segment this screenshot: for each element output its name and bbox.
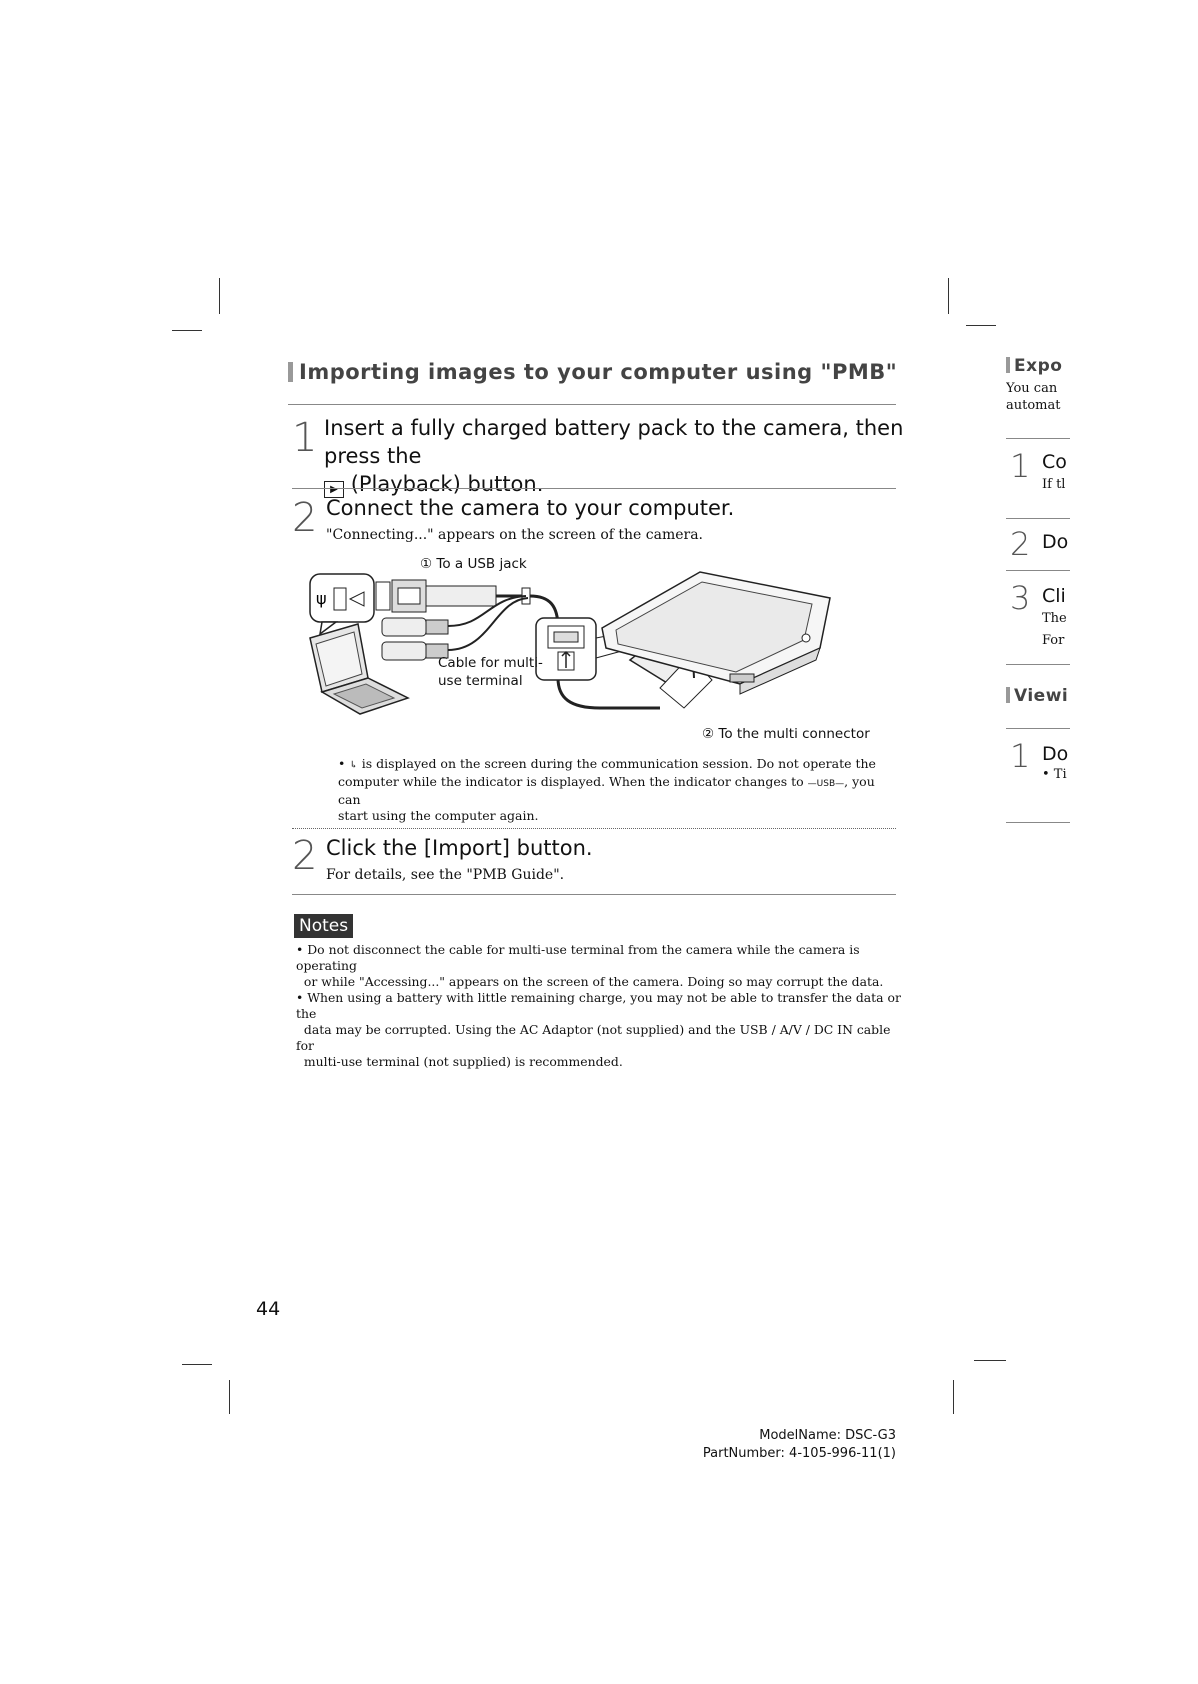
step-text: Connect the camera to your computer. [326, 496, 735, 520]
section-marker [1006, 357, 1010, 373]
cable-label: Cable for multi- use terminal [438, 655, 543, 689]
step-number: 2 [292, 833, 318, 879]
crop-mark [948, 278, 949, 314]
step-text: Insert a fully charged battery pack to the camera, then press the ▶ (Playback) button. [324, 416, 904, 496]
step-subtext: • Ti [1042, 767, 1067, 782]
divider [288, 404, 896, 405]
step-number: 3 [1010, 579, 1031, 617]
next-page-title: Viewi [1006, 686, 1068, 706]
camera-icon [602, 572, 830, 694]
step-number: 2 [292, 495, 318, 541]
footer-part: PartNumber: 4-105-996-11(1) [702, 1446, 896, 1461]
section-title: Importing images to your computer using "PMB" [288, 360, 897, 384]
step-text: Click the [Import] button. [326, 836, 593, 860]
step-subtext: "Connecting..." appears on the screen of the camera. [326, 527, 703, 543]
notes-list [296, 942, 906, 1070]
step-number: 2 [1010, 525, 1031, 563]
divider [1006, 728, 1070, 729]
step-text: Cli [1042, 585, 1066, 607]
step-number: 1 [292, 415, 318, 461]
playback-icon: ▶ [324, 481, 344, 498]
page-number: 44 [256, 1298, 281, 1320]
next-page-column [1006, 356, 1076, 836]
step-number: 1 [1010, 737, 1031, 775]
note-item: • When using a battery with little remaining charge, you may not be able to transfer the data or the data may be corrupted. Using the AC Adaptor (not supplied) and the USB / A/V / DC IN cable for multi-use terminal (not supplied) is recommended. [296, 990, 901, 1069]
next-page-text: You can automat [1006, 381, 1061, 413]
crop-mark [966, 325, 996, 326]
divider [1006, 438, 1070, 439]
divider [1006, 570, 1070, 571]
step-subtext: If tl [1042, 477, 1066, 492]
divider [292, 894, 896, 895]
laptop-icon [310, 624, 408, 714]
multi-connector-label: ② To the multi connector [702, 726, 870, 742]
note-item: • Do not disconnect the cable for multi-use terminal from the camera while the camera is operating or while "Accessing..." appears on the screen of the camera. Doing so may corrupt the data. [296, 942, 884, 989]
step-text: Do [1042, 743, 1069, 765]
crop-mark [229, 1380, 230, 1414]
comm-note: • ↳ is displayed on the screen during the communication session. Do not operate the computer while the indicator is displayed. When the indicator changes to —USB—, you can start using the computer again. [338, 756, 876, 823]
crop-mark [219, 278, 220, 314]
svg-text:ψ: ψ [316, 589, 327, 608]
access-indicator-icon: ↳ [349, 760, 358, 771]
step-subtext: For details, see the "PMB Guide". [326, 867, 565, 883]
divider [1006, 664, 1070, 665]
crop-mark [974, 1360, 1006, 1361]
divider [292, 828, 896, 829]
usb-jack-label: ① To a USB jack [420, 556, 527, 572]
step-text: Co [1042, 451, 1067, 473]
step-subtext: The For [1042, 611, 1067, 648]
crop-mark [953, 1380, 954, 1414]
footer-model: ModelName: DSC-G3 [759, 1428, 896, 1443]
crop-mark [182, 1364, 212, 1365]
step-text: Do [1042, 531, 1069, 553]
notes-badge: Notes [294, 914, 353, 938]
divider [292, 488, 896, 489]
divider [1006, 822, 1070, 823]
next-page-title: Expo [1006, 356, 1076, 376]
usb-port-callout [310, 574, 374, 634]
crop-mark [172, 330, 202, 331]
connection-diagram [300, 568, 900, 748]
divider [1006, 518, 1070, 519]
step-number: 1 [1010, 447, 1031, 485]
usb-mark: —USB— [807, 779, 845, 789]
section-marker [1006, 687, 1010, 703]
section-marker [288, 362, 293, 382]
